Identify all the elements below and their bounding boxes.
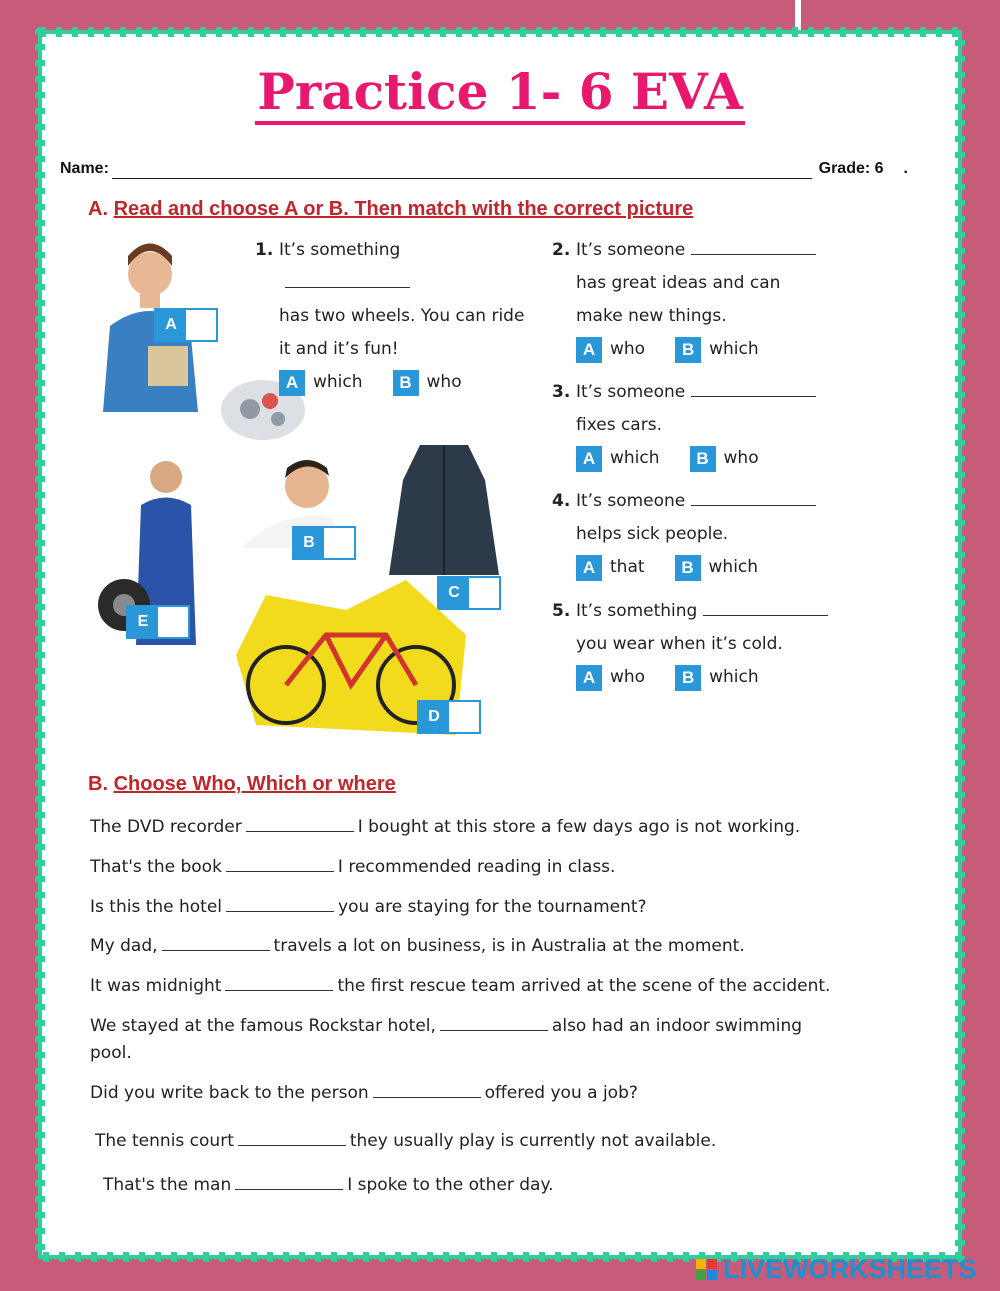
sentence-6: We stayed at the famous Rockstar hotel, also had an indoor swimming xyxy=(90,1016,803,1036)
sentence-3: Is this the hotel you are staying for the tournament? xyxy=(90,897,647,917)
picture-d-answer-box[interactable]: D xyxy=(417,700,481,734)
question-4-option-b[interactable]: B which xyxy=(675,551,759,584)
sentence-6-continuation: pool. xyxy=(90,1043,132,1063)
question-5: 5. It’s something you wear when it’s cold. A who B which xyxy=(576,595,836,695)
section-b-heading: B. Choose Who, Which or where xyxy=(88,773,396,795)
question-3: 3. It’s someone fixes cars. A which B who xyxy=(576,376,836,476)
sentence-7-blank[interactable] xyxy=(373,1083,481,1098)
grade-label: Grade: 6 . xyxy=(818,160,908,177)
question-5-option-b[interactable]: B which xyxy=(675,661,759,694)
question-1: 1. It’s something has two wheels. You can ride it and it’s fun! A which B who xyxy=(279,234,529,400)
logo-mark-icon xyxy=(696,1259,717,1280)
question-1-option-b[interactable]: B who xyxy=(393,366,462,399)
sentence-1-blank[interactable] xyxy=(246,817,354,832)
question-5-blank[interactable] xyxy=(703,601,828,616)
sentence-5: It was midnight the first rescue team arrived at the scene of the accident. xyxy=(90,976,831,996)
sentence-8-blank[interactable] xyxy=(238,1131,346,1146)
question-3-blank[interactable] xyxy=(691,382,816,397)
sentence-2-blank[interactable] xyxy=(226,857,334,872)
question-4-blank[interactable] xyxy=(691,491,816,506)
sentence-8: The tennis court they usually play is currently not available. xyxy=(95,1131,717,1151)
question-4: 4. It’s someone helps sick people. A that B which xyxy=(576,485,836,585)
question-1-blank[interactable] xyxy=(285,273,410,288)
picture-c-answer-box[interactable]: C xyxy=(437,576,501,610)
question-2-blank[interactable] xyxy=(691,240,816,255)
question-1-option-a[interactable]: A which xyxy=(279,366,363,399)
name-label: Name: xyxy=(60,160,109,177)
coat-image xyxy=(385,440,503,580)
sentence-4: My dad, travels a lot on business, is in Australia at the moment. xyxy=(90,936,745,956)
question-2-option-b[interactable]: B which xyxy=(675,333,759,366)
sentence-9: That's the man I spoke to the other day. xyxy=(103,1175,554,1195)
question-3-option-a[interactable]: A which xyxy=(576,442,660,475)
question-4-option-a[interactable]: A that xyxy=(576,551,645,584)
picture-a-answer-box[interactable]: A xyxy=(154,308,218,342)
question-5-option-a[interactable]: A who xyxy=(576,661,645,694)
picture-b-answer-box[interactable]: B xyxy=(292,526,356,560)
sentence-9-blank[interactable] xyxy=(235,1175,343,1190)
sentence-3-blank[interactable] xyxy=(226,897,334,912)
section-a-heading: A. Read and choose A or B. Then match with the correct picture xyxy=(88,198,694,220)
page-title: Practice 1- 6 EVA xyxy=(0,62,1000,121)
question-2: 2. It’s someone has great ideas and can make new things. A who B which xyxy=(576,234,836,367)
sentence-1: The DVD recorder I bought at this store a few days ago is not working. xyxy=(90,817,801,837)
sentence-4-blank[interactable] xyxy=(162,936,270,951)
sentence-6-blank[interactable] xyxy=(440,1016,548,1031)
name-field[interactable] xyxy=(112,178,812,179)
sentence-5-blank[interactable] xyxy=(225,976,333,991)
liveworksheets-logo: LIVEWORKSHEETS xyxy=(696,1254,977,1285)
picture-e-answer-box[interactable]: E xyxy=(126,605,190,639)
name-grade-row xyxy=(60,160,908,178)
sentence-2: That's the book I recommended reading in class. xyxy=(90,857,616,877)
question-3-option-b[interactable]: B who xyxy=(690,442,759,475)
question-2-option-a[interactable]: A who xyxy=(576,333,645,366)
sentence-7: Did you write back to the person offered you a job? xyxy=(90,1083,638,1103)
